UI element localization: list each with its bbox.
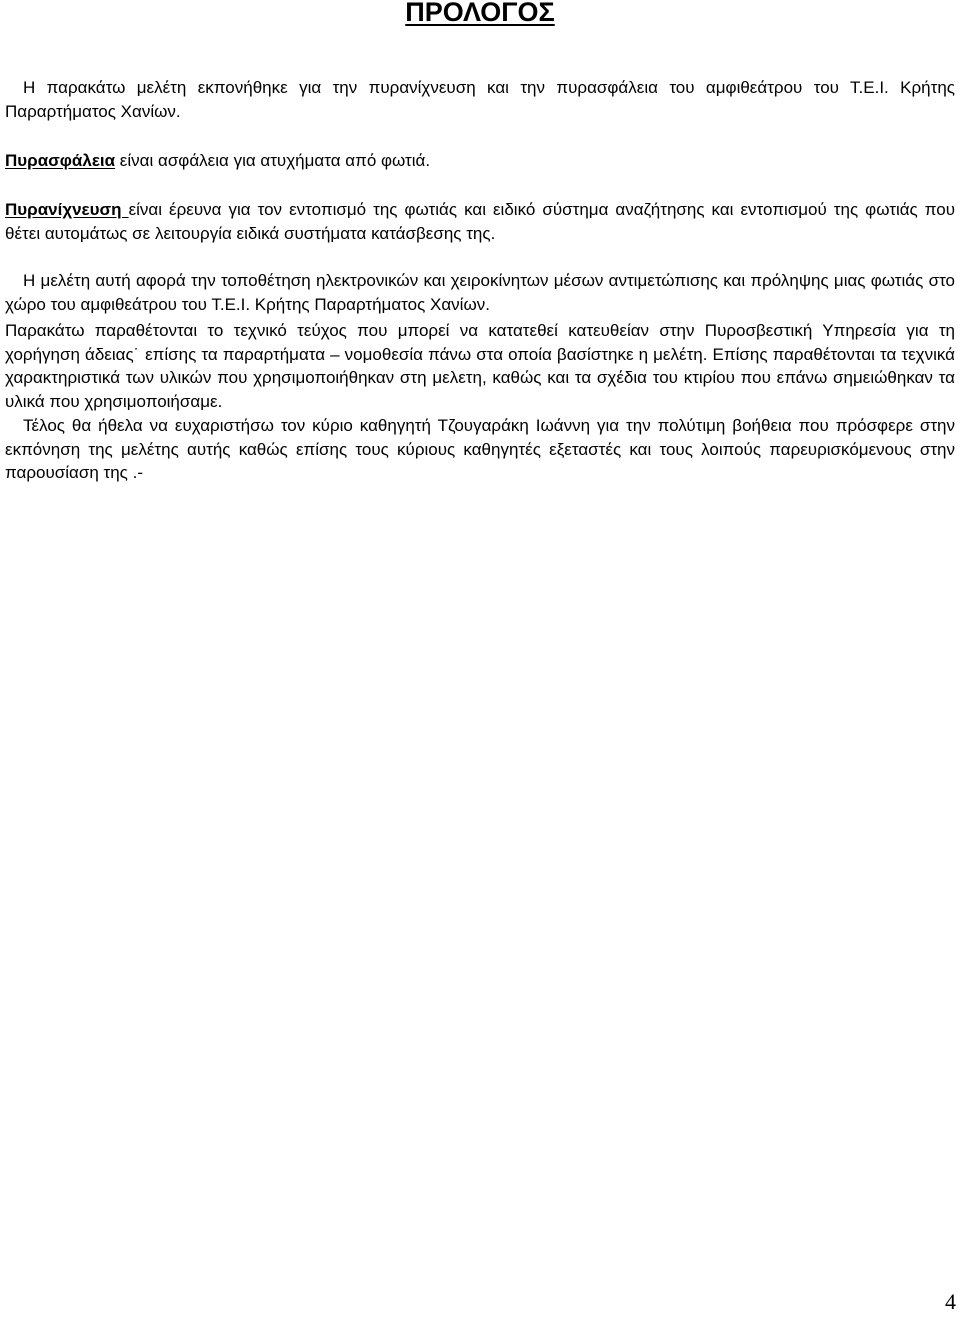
definition-fire-safety-text: είναι ασφάλεια για ατυχήματα από φωτιά.	[115, 151, 431, 170]
page-number: 4	[945, 1289, 956, 1314]
acknowledgements-paragraph: Τέλος θα ήθελα να ευχαριστήσω τον κύριο καθηγητή Τζουγαράκη Ιωάννη για την πολύτιμη βοήθεια που πρόσφερε στην εκπόνηση της μελέτης αυτής καθώς επίσης τους κύριους καθηγητές εξεταστές και τους λοιπούς παρευρισκόμενους στην παρουσίαση της .-	[5, 416, 955, 483]
term-fire-detection: Πυρανίχνευση	[5, 200, 129, 219]
definition-fire-detection-text: είναι έρευνα για τον εντοπισμό της φωτιάς και ειδικό σύστημα αναζήτησης και εντοπισμού της φωτιάς που θέτει αυτομάτως σε λειτουργία ειδικά συστήματα κατάσβεσης της.	[5, 200, 956, 243]
term-fire-safety: Πυρασφάλεια	[5, 151, 116, 170]
intro-paragraph: Η παρακάτω μελέτη εκπονήθηκε για την πυρανίχνευση και την πυρασφάλεια του αμφιθεάτρου του Τ.Ε.Ι. Κρήτης Παραρτήματος Χανίων.	[5, 78, 955, 121]
definition-fire-safety	[5, 149, 955, 173]
study-scope-paragraph: Η μελέτη αυτή αφορά την τοποθέτηση ηλεκτρονικών και χειροκίνητων μέσων αντιμετώπισης και πρόληψης μιας φωτιάς στο χώρο του αμφιθεάτρου του Τ.Ε.Ι. Κρήτης Παραρτήματος Χανίων.	[5, 271, 955, 314]
contents-paragraph: Παρακάτω παραθέτονται το τεχνικό τεύχος που μπορεί να κατατεθεί κατευθείαν στην Πυροσβεστική Υπηρεσία για τη χορήγηση άδειας˙ επίσης τα παραρτήματα – νομοθεσία πάνω στα οποία βασίστηκε η μελέτη. Επίσης παραθέτονται τα τεχνικά χαρακτηριστικά των υλικών που χρησιμοποιήθηκαν στη μελετη, καθώς και τα σχέδια του κτιρίου που επάνω σημειώθηκαν τα υλικά που χρησιμοποιήσαμε.	[5, 321, 955, 412]
definition-fire-detection	[5, 198, 955, 245]
page-title: ΠΡΟΛΟΓΟΣ	[405, 0, 555, 27]
